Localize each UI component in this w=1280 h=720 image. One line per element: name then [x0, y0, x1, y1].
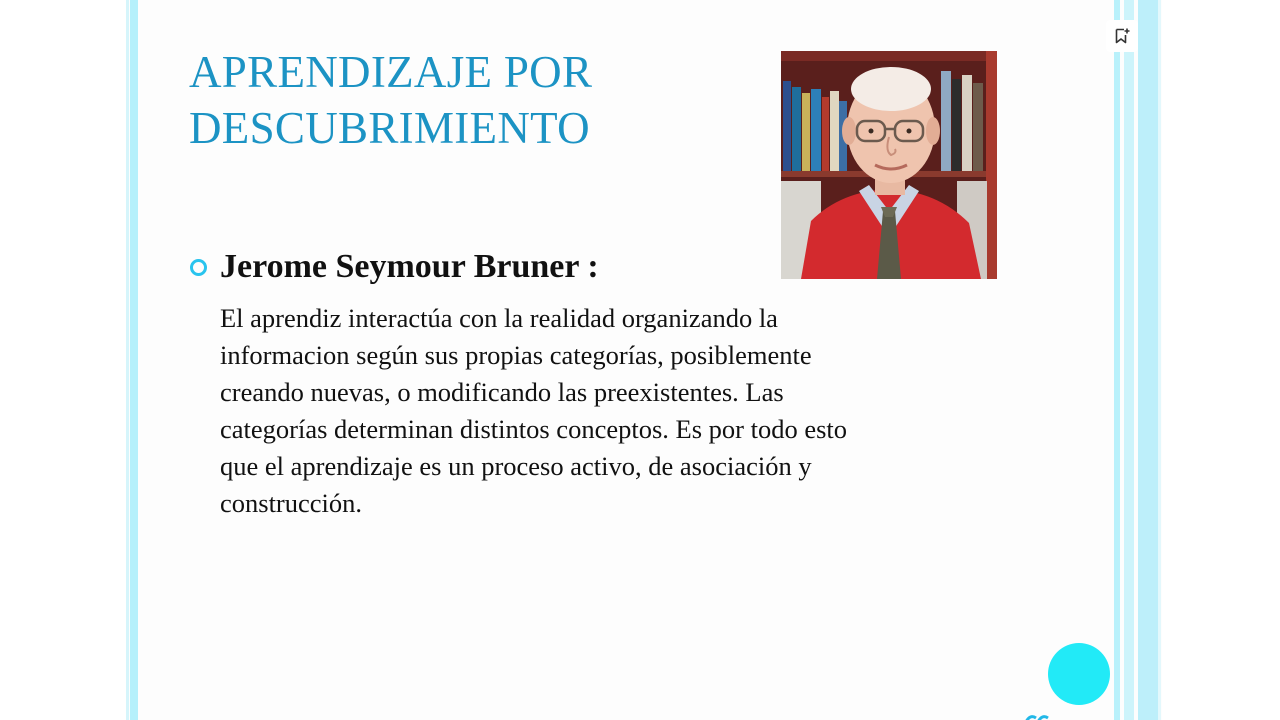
slide-title-line-1: APRENDIZAJE POR	[189, 47, 593, 97]
bullet-heading: Jerome Seymour Bruner :	[220, 248, 599, 285]
portrait-photo	[781, 51, 997, 279]
slide-border-right-edge	[1158, 0, 1161, 720]
partial-logo-icon	[1024, 712, 1052, 720]
slide-border-right-inner	[1114, 0, 1120, 720]
bookmark-add-button[interactable]	[1106, 20, 1138, 52]
body-line-5: que el aprendizaje es un proceso activo, de asociación y	[220, 451, 812, 481]
slide-border-right-outer	[1138, 0, 1158, 720]
body-line-6: construcción.	[220, 488, 363, 518]
bullet-item	[190, 244, 599, 290]
ring-bullet-icon	[190, 259, 207, 276]
body-line-3: creando nuevas, o modificando las preexistentes. Las	[220, 377, 784, 407]
slide-border-left-outer	[126, 0, 129, 720]
body-paragraph	[220, 300, 1020, 522]
body-line-2: informacion según sus propias categorías, posiblemente	[220, 340, 812, 370]
slide-border-right-middle	[1124, 0, 1134, 720]
body-line-1: El aprendiz interactúa con la realidad organizando la	[220, 303, 778, 333]
body-line-4: categorías determinan distintos conceptos. Es por todo esto	[220, 414, 848, 444]
slide-title	[189, 44, 749, 156]
floating-action-button[interactable]	[1048, 643, 1110, 705]
slide-title-line-2: DESCUBRIMIENTO	[189, 103, 590, 153]
bookmark-add-icon	[1113, 27, 1131, 45]
slide-border-left	[130, 0, 138, 720]
